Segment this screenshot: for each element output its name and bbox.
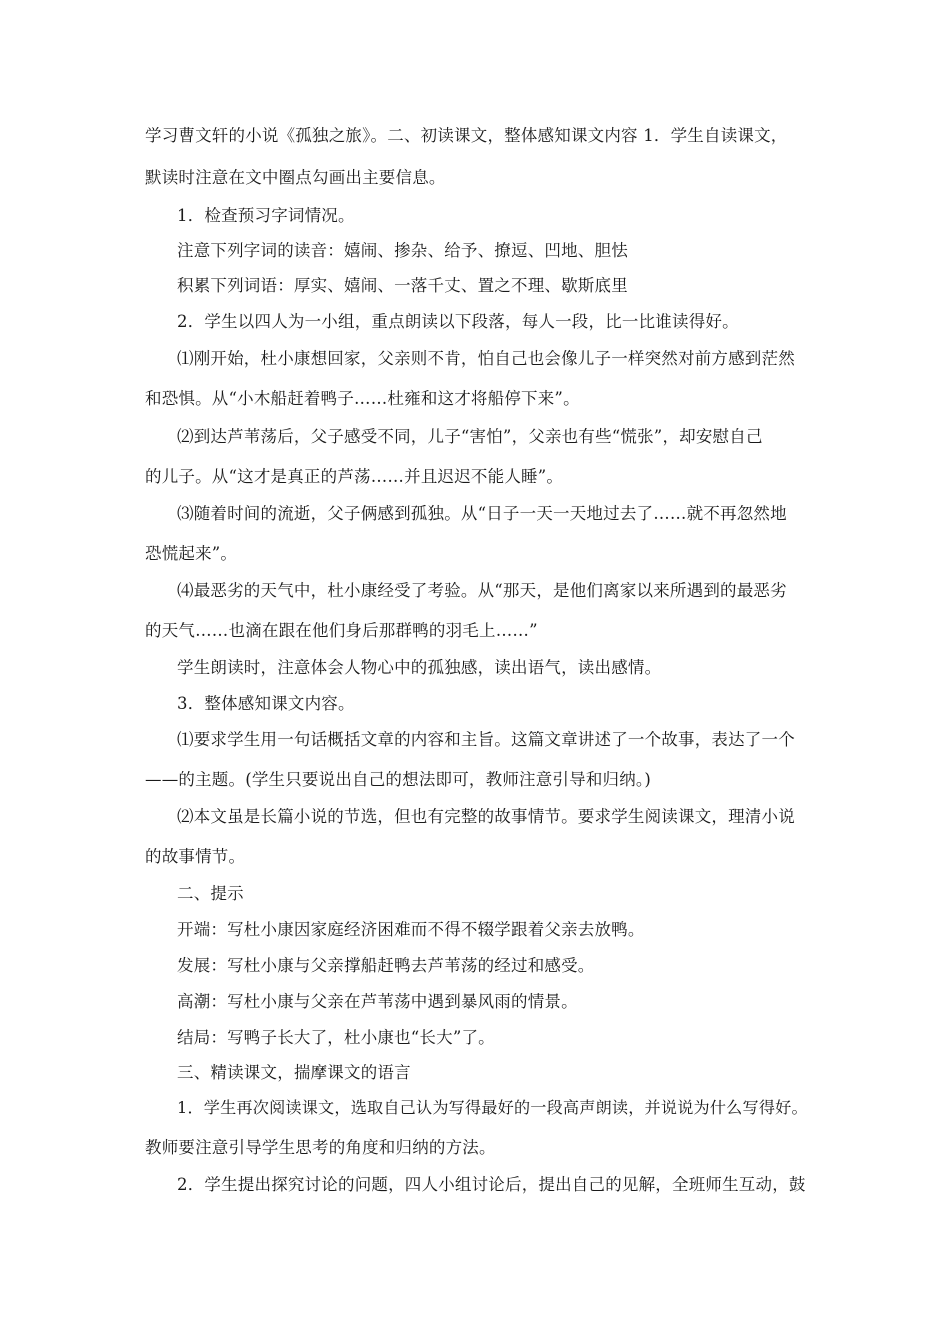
- text-line: 的儿子。从“这才是真正的芦荡……并且迟迟不能人睡”。: [145, 467, 564, 486]
- text-line: 开端：写杜小康因家庭经济困难而不得不辍学跟着父亲去放鸭。: [177, 920, 645, 939]
- text-line: 1．学生再次阅读课文，选取自己认为写得最好的一段高声朗读，并说说为什么写得好。: [177, 1098, 808, 1117]
- section-heading: 三、精读课文，揣摩课文的语言: [177, 1063, 411, 1082]
- text-line: 注意下列字词的读音：嬉闹、掺杂、给予、撩逗、凹地、胆怯: [177, 241, 628, 260]
- text-line: 3．整体感知课文内容。: [177, 694, 355, 713]
- text-line: ⑴刚开始，杜小康想回家，父亲则不肯，怕自己也会像儿子一样突然对前方感到茫然: [177, 349, 795, 368]
- text-line: ⑵到达芦苇荡后，父子感受不同，儿子“害怕”，父亲也有些“慌张”，却安慰自己: [177, 427, 763, 446]
- text-line: 结局：写鸭子长大了，杜小康也“长大”了。: [177, 1028, 495, 1047]
- text-line: ——的主题。(学生只要说出自己的想法即可，教师注意引导和归纳。): [145, 770, 652, 789]
- text-line: ⑶随着时间的流逝，父子俩感到孤独。从“日子一天一天地过去了……就不再忽然地: [177, 504, 787, 523]
- text-line: ⑴要求学生用一句话概括文章的内容和主旨。这篇文章讲述了一个故事，表达了一个: [177, 730, 795, 749]
- section-heading: 二、提示: [177, 884, 244, 903]
- text-line: 默读时注意在文中圈点勾画出主要信息。: [145, 168, 446, 187]
- text-line: 2．学生以四人为一小组，重点朗读以下段落，每人一段，比一比谁读得好。: [177, 312, 739, 331]
- text-line: 2．学生提出探究讨论的问题，四人小组讨论后，提出自己的见解，全班师生互动，鼓: [177, 1175, 806, 1194]
- text-line: 学习曹文轩的小说《孤独之旅》。二、初读课文，整体感知课文内容 1．学生自读课文，: [145, 126, 788, 145]
- text-line: 的故事情节。: [145, 847, 246, 866]
- text-line: 发展：写杜小康与父亲撑船赶鸭去芦苇荡的经过和感受。: [177, 956, 595, 975]
- text-line: 和恐惧。从“小木船赶着鸭子……杜雍和这才将船停下来”。: [145, 389, 580, 408]
- text-line: ⑷最恶劣的天气中，杜小康经受了考验。从“那天，是他们离家以来所遇到的最恶劣: [177, 581, 787, 600]
- text-line: 高潮：写杜小康与父亲在芦苇荡中遇到暴风雨的情景。: [177, 992, 578, 1011]
- text-line: 的天气……也滴在跟在他们身后那群鸭的羽毛上……”: [145, 621, 538, 640]
- text-line: 积累下列词语：厚实、嬉闹、一落千丈、置之不理、歇斯底里: [177, 276, 628, 295]
- text-line: 恐慌起来”。: [145, 544, 238, 563]
- text-line: ⑵本文虽是长篇小说的节选，但也有完整的故事情节。要求学生阅读课文，理清小说: [177, 807, 795, 826]
- text-line: 1．检查预习字词情况。: [177, 206, 355, 225]
- text-line: 学生朗读时，注意体会人物心中的孤独感，读出语气，读出感情。: [177, 658, 662, 677]
- text-line: 教师要注意引导学生思考的角度和归纳的方法。: [145, 1138, 496, 1157]
